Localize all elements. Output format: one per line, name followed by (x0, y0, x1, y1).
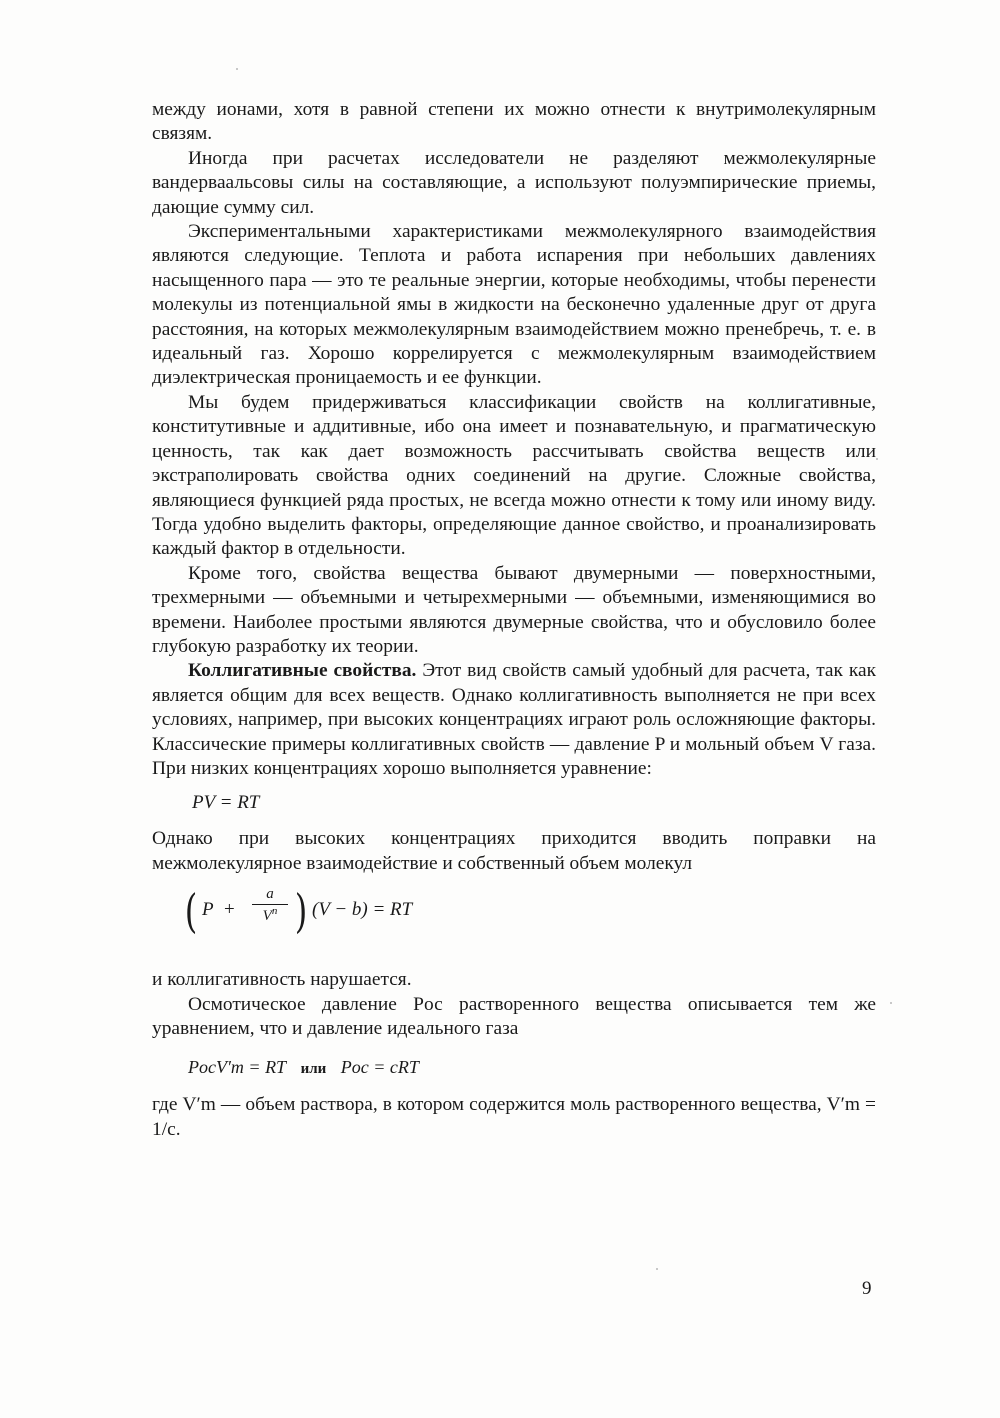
paragraph-colligative (152, 659, 876, 781)
vdw-fraction (252, 884, 288, 927)
vdw-pressure: P (202, 899, 214, 921)
vdw-numerator: a (252, 884, 288, 905)
paragraph-dimensional-properties: Кроме того, свойства вещества бывают двумерными — поверхностными, трехмерными — объемными и четырехмерными — объемными, изменяющимися во времени. Наиболее простыми являются двумерные свойства, что и обусловило более глубокую разработку их теории. (152, 562, 876, 657)
page-body (152, 98, 876, 1142)
scan-speck (236, 68, 238, 70)
paragraph-osmotic: Осмотическое давление Pос растворенного вещества описывается тем же уравнением, что и давление идеального газа (152, 993, 876, 1039)
paragraph-experimental-characteristics: Экспериментальными характеристиками межмолекулярного взаимодействия являются следующие. Теплота и работа испарения при небольших давлениях насыщенного пара — это те реальные энергии, которые необходимы, чтобы перенести молекулы из потенциальной ямы в жидкости на бесконечно удаленные друг от друга расстояния, на которых межмолекулярным взаимодействием можно пренебречь, т. е. в идеальный газ. Хорошо коррелируется с межмолекулярным взаимодействием диэлектрическая проницаемость и ее функции. (152, 221, 876, 389)
section-heading-colligative: Коллигативные свойства. (188, 660, 417, 682)
paragraph-definition: где V′m — объем раствора, в котором содержится моль растворенного вещества, V′m = 1/c. (152, 1094, 876, 1140)
paragraph-continuation: между ионами, хотя в равной степени их можно отнести к внутримолекулярным связям. (152, 99, 876, 145)
scan-speck (890, 1002, 892, 1004)
formula-ideal-gas: PV = RT (192, 792, 260, 814)
page-number: 9 (862, 1278, 872, 1299)
osm-right: Pос = cRT (340, 1057, 419, 1078)
paragraph-corrections: Однако при высоких концентрациях приходится вводить поправки на межмолекулярное взаимодействие и собственный объем молекул (152, 828, 876, 874)
scan-speck (656, 1268, 658, 1270)
left-bracket: ( (184, 884, 198, 939)
formula-van-der-waals (152, 884, 876, 954)
formula-osmotic (188, 1055, 876, 1079)
osm-or: или (300, 1061, 327, 1078)
vdw-rest: (V − b) = RT (312, 899, 413, 921)
vdw-denominator: $V^n$ (262, 905, 278, 925)
paragraph-violation: и коллигативность нарушается. (152, 969, 412, 991)
paragraph-semi-empirical: Иногда при расчетах исследователи не разделяют межмолекулярные вандерваальсовы силы на составляющие, а используют полуэмпирические приемы, дающие сумму сил. (152, 147, 876, 218)
scan-speck (876, 458, 878, 460)
paragraph-classification: Мы будем придерживаться классификации свойств на коллигативные, конститутивные и аддитивные, ибо она имеет и познавательную, и прагматическую ценность, так как дает возможность рассчитывать свойства веществ или экстраполировать свойства одних соединений на другие. Сложные свойства, являющиеся функцией ряда простых, не всегда можно отнести к тому или иному виду. Тогда удобно выделить факторы, определяющие данное свойство, и проанализировать каждый фактор в отдельности. (152, 391, 876, 560)
right-bracket: ) (294, 884, 308, 939)
vdw-plus: + (224, 899, 235, 921)
osm-left: PосV′m = RT (188, 1057, 287, 1078)
paragraph-colligative-text: Этот вид свойств самый удобный для расчета, так как является общим для всех веществ. Однако коллигативность выполняется не при всех условиях, например, при высоких концентрациях играют роль осложняющие факторы. Классические примеры коллигативных свойств — давление P и мольный объем V газа. При низких концентрациях хорошо выполняется уравнение: (152, 660, 877, 779)
